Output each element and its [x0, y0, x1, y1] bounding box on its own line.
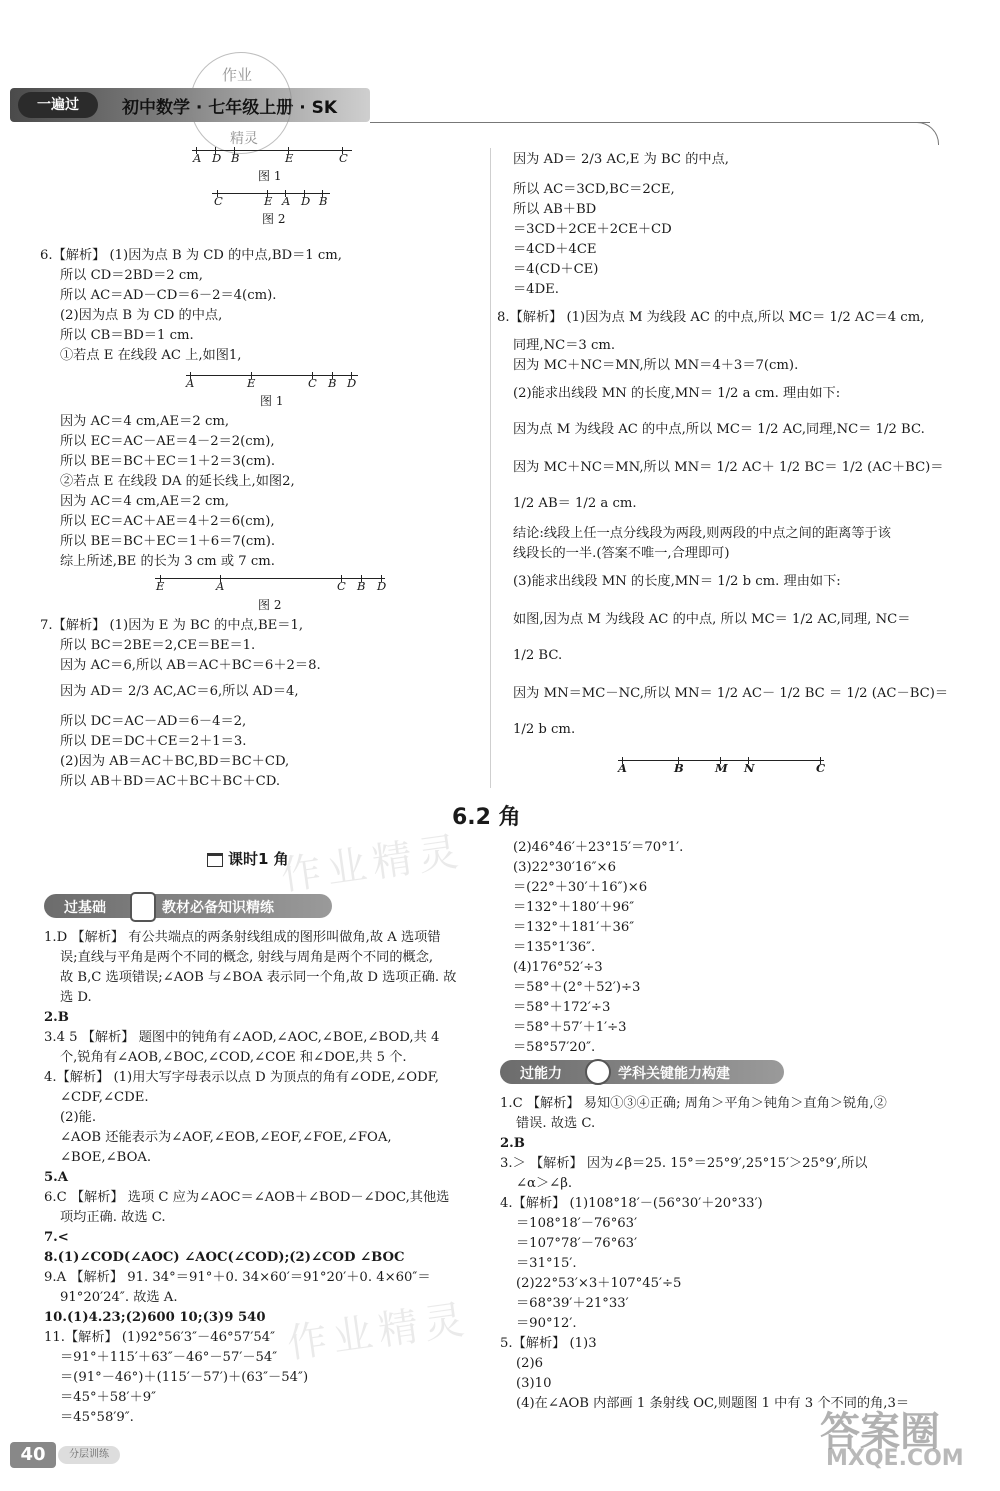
- fig2-label-c: C: [214, 194, 223, 208]
- section-title: 6.2 角: [452, 805, 521, 830]
- q6-fig2-label-d: D: [377, 579, 387, 593]
- ll-line-3: 故 B,C 选项错误;∠AOB 与∠BOA 表示同一个角,故 D 选项正确. 故: [60, 970, 457, 985]
- q6-line-9: 所以 BE＝BC＋EC＝1＋2＝3(cm).: [60, 454, 276, 469]
- lr2-line-16: (4)在∠AOB 内部画 1 条射线 OC,则题图 1 中有 3 个不同的角,3＝: [516, 1396, 910, 1411]
- watermark-corner-bottom: MXQE.COM: [826, 1446, 964, 1471]
- band-basic-icon: [130, 892, 156, 922]
- lr-line-1: (2)46°46′＋23°15′＝70°1′.: [513, 840, 684, 855]
- q6-line-11: 因为 AC＝4 cm,AE＝2 cm,: [60, 494, 230, 509]
- fig1-label-d: D: [212, 151, 222, 165]
- r-line-20: 因为 MN＝MC－NC,所以 MN＝ 1/2 AC－ 1/2 BC ＝ 1/2 (AC－BC)＝: [513, 686, 949, 701]
- band-basic-right: 教材必备知识精练: [162, 900, 274, 916]
- r-line-8: 8.【解析】 (1)因为点 M 为线段 AC 的中点,所以 MC＝ 1/2 AC＝4 cm,: [497, 310, 925, 325]
- lr2-line-1: 1.C 【解析】 易知①③④正确; 周角＞平角＞钝角＞直角＞锐角,②: [500, 1096, 887, 1111]
- watermark-corner-top: 答案圈: [820, 1408, 940, 1455]
- lr2-line-8: ＝107°78′－76°63′: [516, 1236, 638, 1251]
- band-basic-left: 过基础: [64, 900, 106, 916]
- fig2-label-a: A: [282, 194, 291, 208]
- fig1-label-e: E: [285, 151, 294, 165]
- q7-line-6: 所以 DE＝DC＋CE＝2＋1＝3.: [60, 734, 247, 749]
- q8-fig-label-b: B: [674, 761, 684, 775]
- q6-line-8: 所以 EC＝AC－AE＝4－2＝2(cm),: [60, 434, 275, 449]
- q6-line-5: 所以 CB＝BD＝1 cm.: [60, 328, 194, 343]
- lr2-line-12: ＝90°12′.: [516, 1316, 577, 1331]
- lr-line-5: ＝132°＋181′＋36″: [513, 920, 635, 935]
- r-line-7: ＝4DE.: [513, 282, 559, 297]
- q7-line-2: 所以 BC＝2BE＝2,CE＝BE＝1.: [60, 638, 256, 653]
- r-line-1: 因为 AD＝ 2/3 AC,E 为 BC 的中点,: [513, 152, 729, 167]
- ll-line-20: 10.(1)4.23;(2)600 10;(3)9 540: [44, 1310, 266, 1325]
- q6-fig2-label-b: B: [357, 579, 366, 593]
- q6-line-13: 所以 BE＝BC＋EC＝1＋6＝7(cm).: [60, 534, 276, 549]
- q8-fig-label-m: M: [715, 761, 728, 775]
- header-title: 初中数学 · 七年级上册 · SK: [122, 98, 338, 118]
- lr-line-7: (4)176°52′÷3: [513, 960, 603, 975]
- ll-line-22: ＝91°＋115′＋63″－46°－57′－54″: [60, 1350, 278, 1365]
- ll-line-7: 个,锐角有∠AOB,∠BOC,∠COD,∠COE 和∠DOE,共 5 个.: [60, 1050, 407, 1065]
- ll-line-17: 8.(1)∠COD(∠AOC) ∠AOC(∠COD);(2)∠COD ∠BOC: [44, 1250, 405, 1265]
- fig1-label-c: C: [339, 151, 348, 165]
- fig2-label-d: D: [301, 194, 311, 208]
- ll-line-18: 9.A 【解析】 91. 34°＝91°＋0. 34×60′＝91°20′＋0. 4×60″＝: [44, 1270, 431, 1285]
- ll-line-25: ＝45°58′9″.: [60, 1410, 134, 1425]
- q6-line-10: ②若点 E 在线段 DA 的延长线上,如图2,: [60, 474, 295, 489]
- stamp-top-text: 作业: [222, 66, 253, 84]
- lr-line-8: ＝58°＋(2°＋52′)÷3: [513, 980, 641, 995]
- watermark-mid: 作业精灵: [278, 828, 467, 900]
- lr-line-4: ＝132°＋180′＋96″: [513, 900, 635, 915]
- q6-line-12: 所以 EC＝AC＋AE＝4＋2＝6(cm),: [60, 514, 275, 529]
- header-rule-curve: [910, 122, 939, 145]
- lr2-line-3: 2.B: [500, 1136, 525, 1151]
- r-line-2: 所以 AC＝3CD,BC＝2CE,: [513, 182, 675, 197]
- lr2-line-15: (3)10: [516, 1376, 552, 1391]
- q7-line-3: 因为 AC＝6,所以 AB＝AC＋BC＝6＋2＝8.: [60, 658, 321, 673]
- ll-line-15: 项均正确. 故选 C.: [60, 1210, 166, 1225]
- q8-fig-label-a: A: [618, 761, 627, 775]
- lr2-line-9: ＝31°15′.: [516, 1256, 577, 1271]
- r-line-5: ＝4CD＋4CE: [513, 242, 597, 257]
- r-line-14: 1/2 AB＝ 1/2 a cm.: [513, 496, 637, 511]
- lr-line-9: ＝58°＋172′÷3: [513, 1000, 611, 1015]
- stamp-bottom-text: 精灵: [230, 131, 258, 147]
- q6-fig2-label-e: E: [156, 579, 165, 593]
- fig2-caption: 图 2: [262, 212, 286, 226]
- footer-label: 分层训练: [58, 1446, 120, 1464]
- medal-icon: [585, 1059, 611, 1085]
- q6-line-4: (2)因为点 B 为 CD 的中点,: [60, 308, 223, 323]
- ll-line-14: 6.C 【解析】 选项 C 应为∠AOC＝∠AOB＋∠BOD－∠DOC,其他选: [44, 1190, 450, 1205]
- q6-line-2: 所以 CD＝2BD＝2 cm,: [60, 268, 203, 283]
- lr-line-10: ＝58°＋57′＋1′÷3: [513, 1020, 627, 1035]
- lesson-title: 课时1 角: [228, 850, 289, 868]
- q8-fig-label-n: N: [744, 761, 755, 775]
- fig2-label-b: B: [319, 194, 328, 208]
- q6-fig2-label-c: C: [337, 579, 346, 593]
- column-divider: [490, 148, 491, 788]
- r-line-18: 如图,因为点 M 为线段 AC 的中点, 所以 MC＝ 1/2 AC,同理, NC＝: [513, 612, 911, 627]
- lr2-line-11: ＝68°39′＋21°33′: [516, 1296, 629, 1311]
- ll-line-10: (2)能.: [60, 1110, 97, 1125]
- lr2-line-4: 3.＞ 【解析】 因为∠β＝25. 15°＝25°9′,25°15′＞25°9′,所以: [500, 1156, 868, 1171]
- q6-line-7: 因为 AC＝4 cm,AE＝2 cm,: [60, 414, 230, 429]
- r-line-9: 同理,NC＝3 cm.: [513, 338, 616, 353]
- ll-line-21: 11.【解析】 (1)92°56′3″－46°57′54″: [44, 1330, 276, 1345]
- q6-fig1-caption: 图 1: [260, 394, 284, 408]
- brand-logo: 一遍过: [18, 92, 98, 118]
- ll-line-6: 3.4 5 【解析】 题图中的钝角有∠AOD,∠AOC,∠BOE,∠BOD,共 4: [44, 1030, 440, 1045]
- q7-line-1: 7.【解析】 (1)因为 E 为 BC 的中点,BE＝1,: [40, 618, 304, 633]
- r-line-12: 因为点 M 为线段 AC 的中点,所以 MC＝ 1/2 AC,同理,NC＝ 1/2 BC.: [513, 422, 925, 437]
- ll-line-4: 选 D.: [60, 990, 92, 1005]
- lr-line-2: (3)22°30′16″×6: [513, 860, 616, 875]
- q7-line-5: 所以 DC＝AC－AD＝6－4＝2,: [60, 714, 247, 729]
- q7-line-7: (2)因为 AB＝AC＋BC,BD＝BC＋CD,: [60, 754, 290, 769]
- page-number: 40: [10, 1442, 56, 1468]
- r-line-16: 线段长的一半.(答案不唯一,合理即可): [513, 546, 730, 561]
- q6-line-6: ①若点 E 在线段 AC 上,如图1,: [60, 348, 242, 363]
- lr2-line-10: (2)22°53′×3＋107°45′÷5: [516, 1276, 682, 1291]
- r-line-11: (2)能求出线段 MN 的长度,MN＝ 1/2 a cm. 理由如下:: [513, 386, 841, 401]
- header-rule: [370, 122, 930, 123]
- ll-line-5: 2.B: [44, 1010, 69, 1025]
- ll-line-8: 4.【解析】 (1)用大写字母表示以点 D 为顶点的角有∠ODE,∠ODF,: [44, 1070, 439, 1085]
- r-line-10: 因为 MC＋NC＝MN,所以 MN＝4＋3＝7(cm).: [513, 358, 799, 373]
- ll-line-23: ＝(91°－46°)＋(115′－57′)＋(63″－54″): [60, 1370, 309, 1385]
- r-line-6: ＝4(CD＋CE): [513, 262, 599, 277]
- lr2-line-14: (2)6: [516, 1356, 544, 1371]
- r-line-19: 1/2 BC.: [513, 648, 563, 663]
- lr-line-6: ＝135°1′36″.: [513, 940, 596, 955]
- r-line-15: 结论:线段上任一点分线段为两段,则两段的中点之间的距离等于该: [513, 526, 891, 541]
- lesson-icon: [207, 853, 223, 867]
- lr-line-3: ＝(22°＋30′＋16″)×6: [513, 880, 648, 895]
- fig2-label-e: E: [264, 194, 273, 208]
- lr2-line-5: ∠α＞∠β.: [516, 1176, 573, 1191]
- lr2-line-2: 错误. 故选 C.: [516, 1116, 596, 1131]
- r-line-17: (3)能求出线段 MN 的长度,MN＝ 1/2 b cm. 理由如下:: [513, 574, 841, 589]
- q6-line-14: 综上所述,BE 的长为 3 cm 或 7 cm.: [60, 554, 275, 569]
- q7-line-8: 所以 AB＋BD＝AC＋BC＋BC＋CD.: [60, 774, 281, 789]
- lr-line-11: ＝58°57′20″.: [513, 1040, 596, 1055]
- q6-fig1-label-e: E: [247, 376, 256, 390]
- band-ability-right: 学科关键能力构建: [618, 1066, 730, 1082]
- r-line-3: 所以 AB＋BD: [513, 202, 597, 217]
- ll-line-11: ∠AOB 还能表示为∠AOF,∠EOB,∠EOF,∠FOE,∠FOA,: [60, 1130, 392, 1145]
- ll-line-12: ∠BOE,∠BOA.: [60, 1150, 152, 1165]
- r-line-21: 1/2 b cm.: [513, 722, 576, 737]
- q8-fig-label-c: C: [816, 761, 826, 775]
- fig1-label-b: B: [231, 151, 240, 165]
- q6-fig2-line: [155, 578, 385, 579]
- q6-fig2-label-a: A: [216, 579, 225, 593]
- fig1-label-a: A: [193, 151, 202, 165]
- fig1-caption: 图 1: [258, 169, 282, 183]
- watermark-lower: 作业精灵: [284, 1296, 473, 1368]
- ll-line-16: 7.<: [44, 1230, 69, 1245]
- band-ability-left: 过能力: [520, 1066, 562, 1082]
- ll-line-2: 误;直线与平角是两个不同的概念, 射线与周角是两个不同的概念,: [60, 950, 434, 965]
- q6-line-1: 6.【解析】 (1)因为点 B 为 CD 的中点,BD＝1 cm,: [40, 248, 342, 263]
- ll-line-19: 91°20′24″. 故选 A.: [60, 1290, 178, 1305]
- ll-line-24: ＝45°＋58′＋9″: [60, 1390, 157, 1405]
- q6-fig1-label-b: B: [328, 376, 337, 390]
- ll-line-9: ∠CDF,∠CDE.: [60, 1090, 149, 1105]
- r-line-13: 因为 MC＋NC＝MN,所以 MN＝ 1/2 AC＋ 1/2 BC＝ 1/2 (AC＋BC)＝: [513, 460, 944, 475]
- q6-line-3: 所以 AC＝AD－CD＝6－2＝4(cm).: [60, 288, 277, 303]
- lr2-line-7: ＝108°18′－76°63′: [516, 1216, 638, 1231]
- q7-line-4: 因为 AD＝ 2/3 AC,AC＝6,所以 AD＝4,: [60, 684, 299, 699]
- q6-fig1-label-a: A: [186, 376, 195, 390]
- ll-line-1: 1.D 【解析】 有公共端点的两条射线组成的图形叫做角,故 A 选项错: [44, 930, 441, 945]
- q6-fig1-label-c: C: [308, 376, 317, 390]
- q6-fig2-caption: 图 2: [258, 598, 282, 612]
- ll-line-13: 5.A: [44, 1170, 68, 1185]
- lr2-line-6: 4.【解析】 (1)108°18′－(56°30′＋20°33′): [500, 1196, 763, 1211]
- r-line-4: ＝3CD＋2CE＋2CE＋CD: [513, 222, 672, 237]
- lr2-line-13: 5.【解析】 (1)3: [500, 1336, 597, 1351]
- q6-fig1-label-d: D: [347, 376, 357, 390]
